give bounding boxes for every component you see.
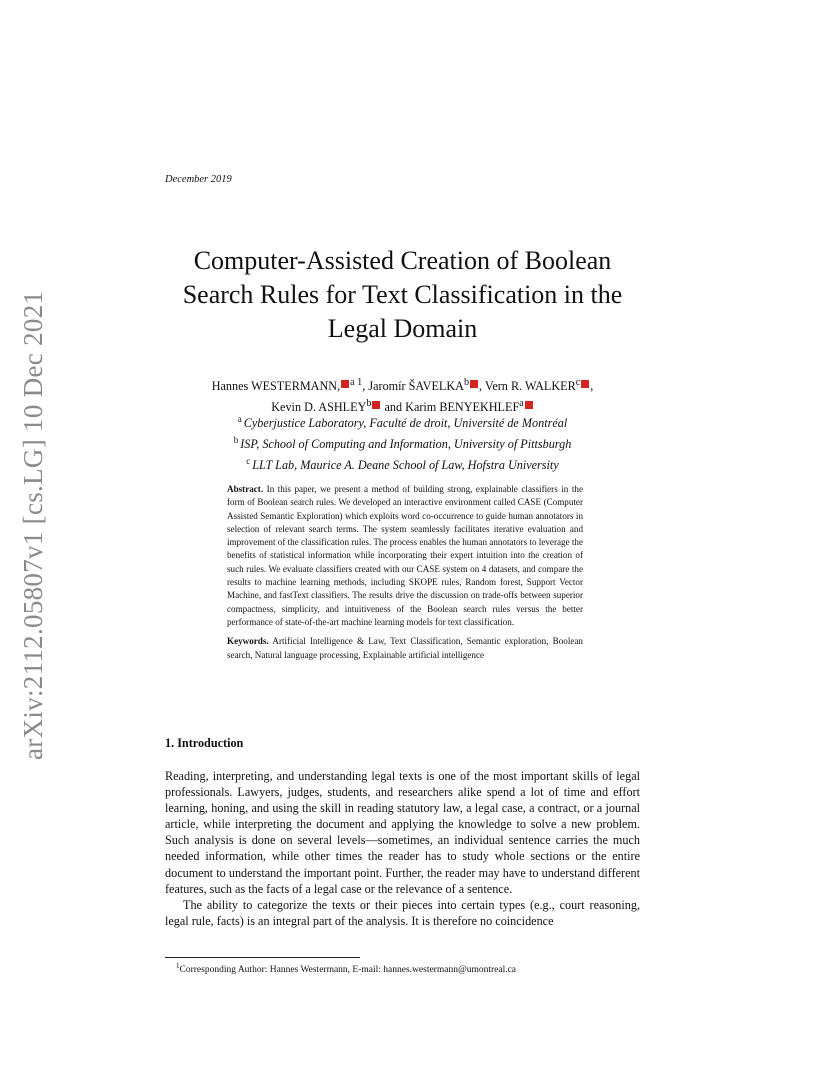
section-body	[165, 768, 640, 929]
affiliation-marker: c	[575, 377, 581, 388]
footnote-marker: 1	[176, 962, 180, 970]
orcid-icon[interactable]	[525, 401, 533, 409]
author-name: and Karim BENYEKHLEF	[381, 400, 520, 415]
affiliation-marker: a 1	[350, 377, 363, 388]
affiliation-marker: a	[519, 398, 524, 410]
author-name: , Jaromír ŠAVELKA	[362, 379, 464, 394]
arxiv-stamp: arXiv:2112.05807v1 [cs.LG] 10 Dec 2021	[18, 290, 48, 760]
affiliation	[165, 432, 640, 453]
affiliation-marker: a	[237, 414, 242, 424]
footnote-text: Corresponding Author: Hannes Westermann, E-mail: hannes.westermann@umontreal.ca	[179, 965, 517, 976]
section-heading: 1. Introduction	[165, 736, 244, 750]
affiliation-text: LLT Lab, Maurice A. Deane School of Law, Hofstra University	[252, 458, 559, 473]
paper-title	[165, 244, 640, 346]
affiliation-marker: b	[463, 377, 470, 388]
affiliation	[165, 453, 640, 474]
author-name: Hannes WESTERMANN,	[211, 379, 341, 394]
abstract-text: In this paper, we present a method of building strong, explainable classifiers in the form of Boolean search rules. We developed an interactive environment called CASE (Computer Assisted Semantic Exploration) which exploits word co-occurrence to guide human annotators in selection of relevant search terms. The system seamlessly facilitates iterative evaluation and improvement of the classification rules. The process enables the human annotators to leverage the benefits of statistical information while incorporating their expert intuition into the creation of such rules. We evaluate classifiers created with our CASE system on 4 datasets, and compare the results to machine learning methods, including SKOPE rules, Random forest, Support Vector Machine, and fastText classifiers. The results drive the discussion on trade-offs between superior compactness, simplicity, and intuitiveness of the Boolean search rules versus the better performance of state-of-the-art machine learning models for text classification.	[227, 484, 583, 627]
title-line: Computer-Assisted Creation of Boolean	[193, 246, 612, 275]
paragraph: Reading, interpreting, and understanding legal texts is one of the most important skills of legal professionals. Lawyers, judges, students, and researchers alike spend a lot of time and effort learning, honing, and using the skill in reading statutory law, a legal case, a contract, or a journal article, while interpreting the document and applying the knowledge to solve a new problem. Such analysis is done on several levels—sometimes, an individual sentence carries the much needed information, while other times the reader has to study whole sections or the entire document to understand the important point. Further, the reader may have to understand different features, such as the facts of a legal case or the relevance of a sentence.	[165, 769, 640, 896]
affiliation-marker: c	[246, 456, 251, 467]
keywords-label: Keywords.	[227, 636, 269, 647]
footnote-rule	[165, 957, 360, 958]
author-line: Hannes WESTERMANN, $^{a 1}$, Jaromír ŠAVELKA$^b$ , Vern R. WALKER$^c$ ,	[211, 377, 594, 394]
affiliation-marker: b	[366, 398, 372, 410]
author-name: , Vern R. WALKER	[479, 379, 576, 394]
orcid-icon[interactable]	[581, 380, 589, 388]
orcid-icon[interactable]	[341, 380, 349, 388]
orcid-icon[interactable]	[372, 401, 380, 409]
abstract	[227, 483, 583, 629]
orcid-icon[interactable]	[470, 380, 478, 388]
paper-date: December 2019	[165, 174, 232, 185]
affiliation-text: Cyberjustice Laboratory, Faculté de droit, Université de Montréal	[243, 416, 568, 431]
title-line: Search Rules for Text Classification in the	[182, 280, 623, 309]
author-list	[165, 374, 640, 416]
footnote	[176, 962, 646, 975]
affiliation-list	[165, 411, 640, 474]
abstract-label: Abstract.	[227, 484, 264, 494]
keywords-text: Artificial Intelligence & Law, Text Classification, Semantic exploration, Boolean search, Natural language processing, Explainable artificial intelligence	[227, 636, 583, 660]
keywords	[227, 635, 583, 662]
affiliation	[165, 411, 640, 432]
affiliation-marker: b	[233, 435, 239, 446]
title-line: Legal Domain	[327, 314, 478, 343]
affiliation-text: ISP, School of Computing and Information, University of Pittsburgh	[240, 437, 572, 452]
paragraph: The ability to categorize the texts or their pieces into certain types (e.g., court reasoning, legal rule, facts) is an integral part of the analysis. It is therefore no coincidence	[165, 897, 640, 928]
abstract-block	[227, 483, 583, 662]
author-name: Kevin D. ASHLEY	[271, 400, 367, 415]
